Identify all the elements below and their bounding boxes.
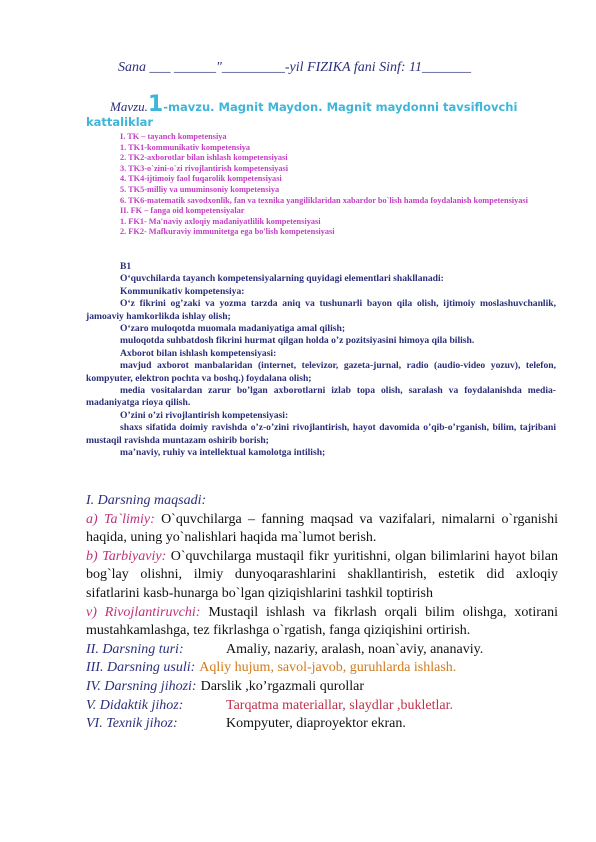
b1-section [86, 261, 556, 460]
competency-item: 1. TK1-kommunikativ kompetensiya [120, 142, 251, 152]
goal-a [86, 511, 558, 548]
b1-line: Axborot bilan ishlash kompetensiyasi: [120, 347, 277, 359]
b1-line: shaxs sifatida doimiy ravishda o’z-o’zini rivojlantirish, hayot davomida o’qib-o’rganish, bilim, tajribani mustaqil ravishda muntazam oshirib borish; [86, 422, 556, 446]
lesson-equipment-row [86, 678, 558, 697]
technical-equipment-row [86, 715, 558, 734]
goal-a-label: a) Ta`limiy: [86, 511, 155, 527]
topic-number: 1 [147, 92, 164, 117]
row-value: Kompyuter, diaproyektor ekran. [226, 716, 406, 732]
competency-item: 5. TK5-milliy va umuminsoniy kompetensiya [120, 184, 280, 194]
row-value: Amaliy, nazariy, aralash, noan`aviy, ananaviy. [226, 641, 484, 657]
row-label: V. Didaktik jihoz: [86, 697, 184, 713]
competency-item: 2. TK2-axborotlar bilan ishlash kompetensiyasi [120, 153, 288, 163]
competency-item: 4. TK4-ijtimoiy faol fuqarolik kompetensiyasi [120, 174, 282, 184]
lesson-type-row [86, 641, 558, 660]
goals-heading: I. Darsning maqsadi: [86, 493, 207, 508]
topic-line2: kattaliklar [86, 115, 154, 129]
competency-item: 2. FK2- Mafkuraviy immunitetga ega bo'lish kompetensiyasi [120, 227, 335, 237]
header-line: Sana ___ ______"_________-yil FIZIKA fani Sinf: 11_______ [118, 60, 472, 75]
row-label: IV. Darsning jihozi: [86, 678, 197, 694]
competency-list [86, 132, 556, 238]
topic-line1: -mavzu. Magnit Maydon. Magnit maydonni tavsiflovchi [163, 100, 518, 114]
b1-line: mavjud axborot manbalaridan (internet, televizor, gazeta-jurnal, radio (audio-video yozuv), telefon, kompyuter, elektron pochta va boshq.) foydalana olish; [86, 360, 556, 384]
topic-prefix: Mavzu. [110, 99, 148, 114]
competency-item: 1. FK1- Ma'naviy axloqiy madaniyatlilik kompetensiyasi [120, 216, 321, 226]
b1-line: B1 [120, 261, 132, 272]
competency-item: I. TK – tayanch kompetensiya [120, 132, 227, 141]
goal-b-label: b) Tarbiyaviy: [86, 548, 167, 564]
b1-line: ma’naviy, ruhiy va intellektual kamolotga intilish; [120, 447, 326, 459]
row-value: Darslik ,ko’rgazmali qurollar [200, 678, 365, 694]
didactic-equipment-row [86, 697, 558, 716]
row-label: VI. Texnik jihoz: [86, 716, 178, 732]
b1-line: O‘z fikrini og’zaki va yozma tarzda aniq va tushunarli bayon qila olish, ijtimoiy moslashuvchanlik, jamoaviy hamkorlikda ishlay olish; [86, 298, 556, 322]
competency-item: 3. TK3-o`zini-o`zi rivojlantirish kompetensiyasi [120, 163, 289, 173]
row-label: II. Darsning turi: [86, 641, 184, 657]
b1-line: O’zini o’zi rivojlantirish kompetensiyasi: [120, 409, 289, 421]
lesson-goals [86, 492, 558, 734]
lesson-method-row [86, 659, 558, 678]
goal-v-label: v) Rivojlantiruvchi: [86, 604, 201, 620]
b1-line: muloqotda suhbatdosh fikrini hurmat qilgan holda o’z pozitsiyasini himoya qila bilish. [120, 335, 475, 347]
goal-b-text: O`quvchilarga mustaqil fikr yuritishni, olgan bilimlarini hayot bilan bog`lay olishni, ilmiy dunyoqarashlarini shakllantirish, estetik did axloqiy sifatlarini kasb-hunarga bo`lgan qiziqishlarini tashkil toptirish [86, 548, 558, 601]
b1-line: O‘quvchilarda tayanch kompetensiyalarning quyidagi elementlari shakllanadi: [120, 273, 444, 285]
b1-line: O‘zaro muloqotda muomala madaniyatiga amal qilish; [120, 323, 346, 335]
b1-line: Kommunikativ kompetensiya: [120, 285, 245, 297]
goal-v [86, 604, 558, 641]
b1-line: media vositalardan zarur bo’lgan axborotlarni izlab topa olish, saralash va foydalanishda media-madaniyatga rioya qilish. [86, 385, 556, 409]
topic-title [110, 92, 556, 117]
competency-item: II. FK – fanga oid kompetensiyalar [120, 206, 245, 216]
goal-b [86, 548, 558, 604]
competency-item: 6. TK6-matematik savodxonlik, fan va texnika yangiliklaridan xabardor bo`lish hamda foydalanish kompetensiyasi [120, 195, 528, 205]
row-label: III. Darsning usuli: [86, 660, 196, 676]
row-value: Tarqatma materiallar, slaydlar ,bukletlar. [226, 697, 454, 713]
goal-v-text: Mustaqil ishlash va fikrlash orqali bilim olishga, xotirani mustahkamlashga, tez fikrlashga o`rgatish, fanga qiziqishini ortirish. [86, 604, 558, 639]
row-value: Aqliy hujum, savol-javob, guruhlarda ishlash. [199, 660, 457, 676]
goal-a-text: O`quvchilarga – fanning maqsad va vazifalari, nimalarni o`rganishi haqida, uning yo`nalishlari haqida ma`lumot berish. [86, 511, 558, 546]
